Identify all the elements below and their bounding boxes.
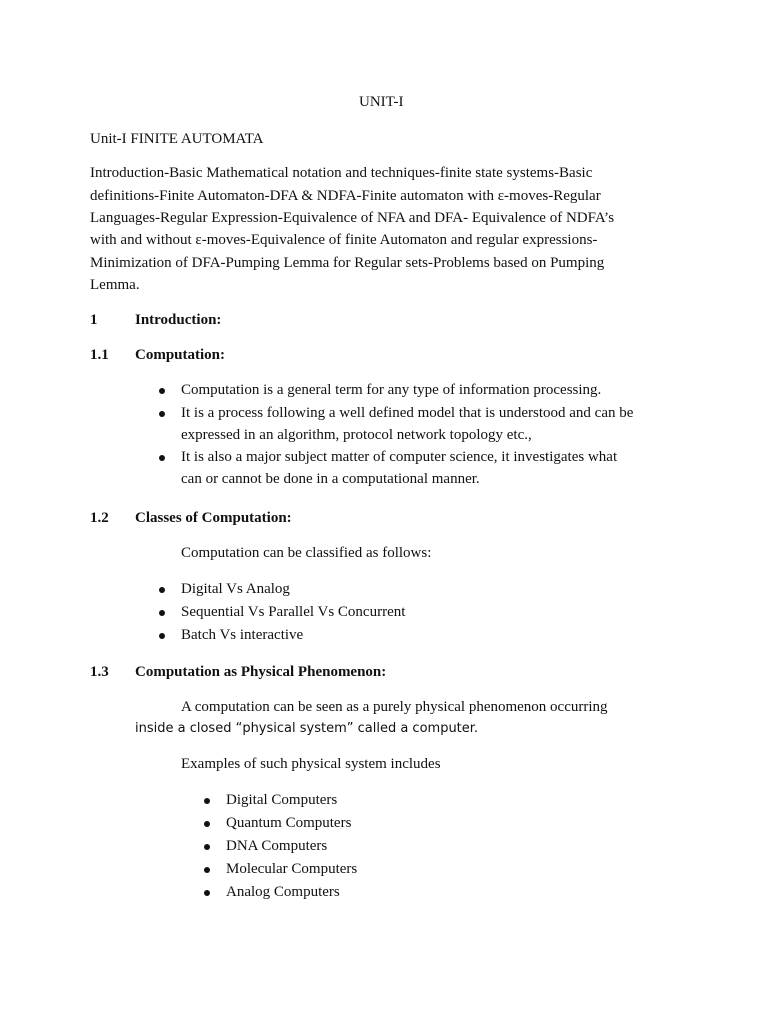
bullet-icon (159, 587, 165, 593)
list-item (226, 835, 357, 858)
section-heading: Computation as Physical Phenomenon: (135, 664, 387, 680)
list-item (226, 812, 357, 835)
list-item-text: Digital Vs Analog (181, 581, 290, 597)
section-heading: Computation: (135, 347, 226, 363)
intro-line: with and without ε-moves-Equivalence of finite Automaton and regular expressions- (90, 232, 598, 248)
bullet-icon (159, 411, 165, 417)
list-item (181, 624, 405, 647)
list-item (226, 881, 357, 904)
section-heading: Classes of Computation: (135, 510, 292, 526)
list-item-text: It is a process following a well defined model that is understood and can be (181, 405, 634, 421)
list-item-text: Digital Computers (226, 792, 338, 808)
bullet-icon (204, 821, 210, 827)
list-item (181, 601, 405, 624)
examples-lead-text: Examples of such physical system includes (181, 756, 441, 772)
bullet-icon (159, 388, 165, 394)
section-number: 1.3 (90, 664, 109, 680)
list-item-text: Sequential Vs Parallel Vs Concurrent (181, 604, 406, 620)
list-item-text: Molecular Computers (226, 861, 358, 877)
physical-para-line: inside a closed “physical system” called a computer. (135, 721, 479, 736)
intro-line: Introduction-Basic Mathematical notation and techniques-finite state systems-Basic (90, 165, 593, 181)
intro-line: definitions-Finite Automaton-DFA & NDFA-Finite automaton with ε-moves-Regular (90, 188, 601, 204)
list-item (181, 402, 633, 446)
intro-line: Minimization of DFA-Pumping Lemma for Regular sets-Problems based on Pumping (90, 255, 605, 271)
intro-line: Languages-Regular Expression-Equivalence of NFA and DFA- Equivalence of NDFA’s (90, 210, 615, 226)
classes-bullet-list (181, 578, 405, 647)
list-item (226, 858, 357, 881)
bullet-icon (159, 633, 165, 639)
bullet-icon (204, 798, 210, 804)
bullet-icon (204, 844, 210, 850)
list-item-text: Computation is a general term for any type of information processing. (181, 382, 602, 398)
list-item-text: Batch Vs interactive (181, 627, 304, 643)
computation-bullet-list (181, 379, 633, 490)
list-item (226, 789, 357, 812)
list-item (181, 446, 633, 490)
section-number: 1.1 (90, 347, 109, 363)
section-heading: Introduction: (135, 312, 222, 328)
list-item (181, 379, 633, 402)
list-item-text: It is also a major subject matter of computer science, it investigates what (181, 449, 618, 465)
section-number: 1.2 (90, 510, 109, 526)
unit-subtitle: Unit-I FINITE AUTOMATA (90, 131, 264, 147)
section-number: 1 (90, 312, 98, 328)
bullet-icon (159, 610, 165, 616)
examples-bullet-list (226, 789, 357, 904)
bullet-icon (204, 867, 210, 873)
list-item (181, 578, 405, 601)
intro-line: Lemma. (90, 277, 140, 293)
list-item-text: can or cannot be done in a computational manner. (181, 471, 480, 487)
list-item-text: DNA Computers (226, 838, 328, 854)
list-item-text: expressed in an algorithm, protocol network topology etc., (181, 427, 532, 443)
unit-title: UNIT-I (359, 94, 404, 110)
list-item-text: Quantum Computers (226, 815, 352, 831)
list-item-text: Analog Computers (226, 884, 340, 900)
bullet-icon (204, 890, 210, 896)
physical-para-line: A computation can be seen as a purely physical phenomenon occurring (181, 699, 608, 715)
classes-lead-text: Computation can be classified as follows: (181, 545, 432, 561)
bullet-icon (159, 455, 165, 461)
